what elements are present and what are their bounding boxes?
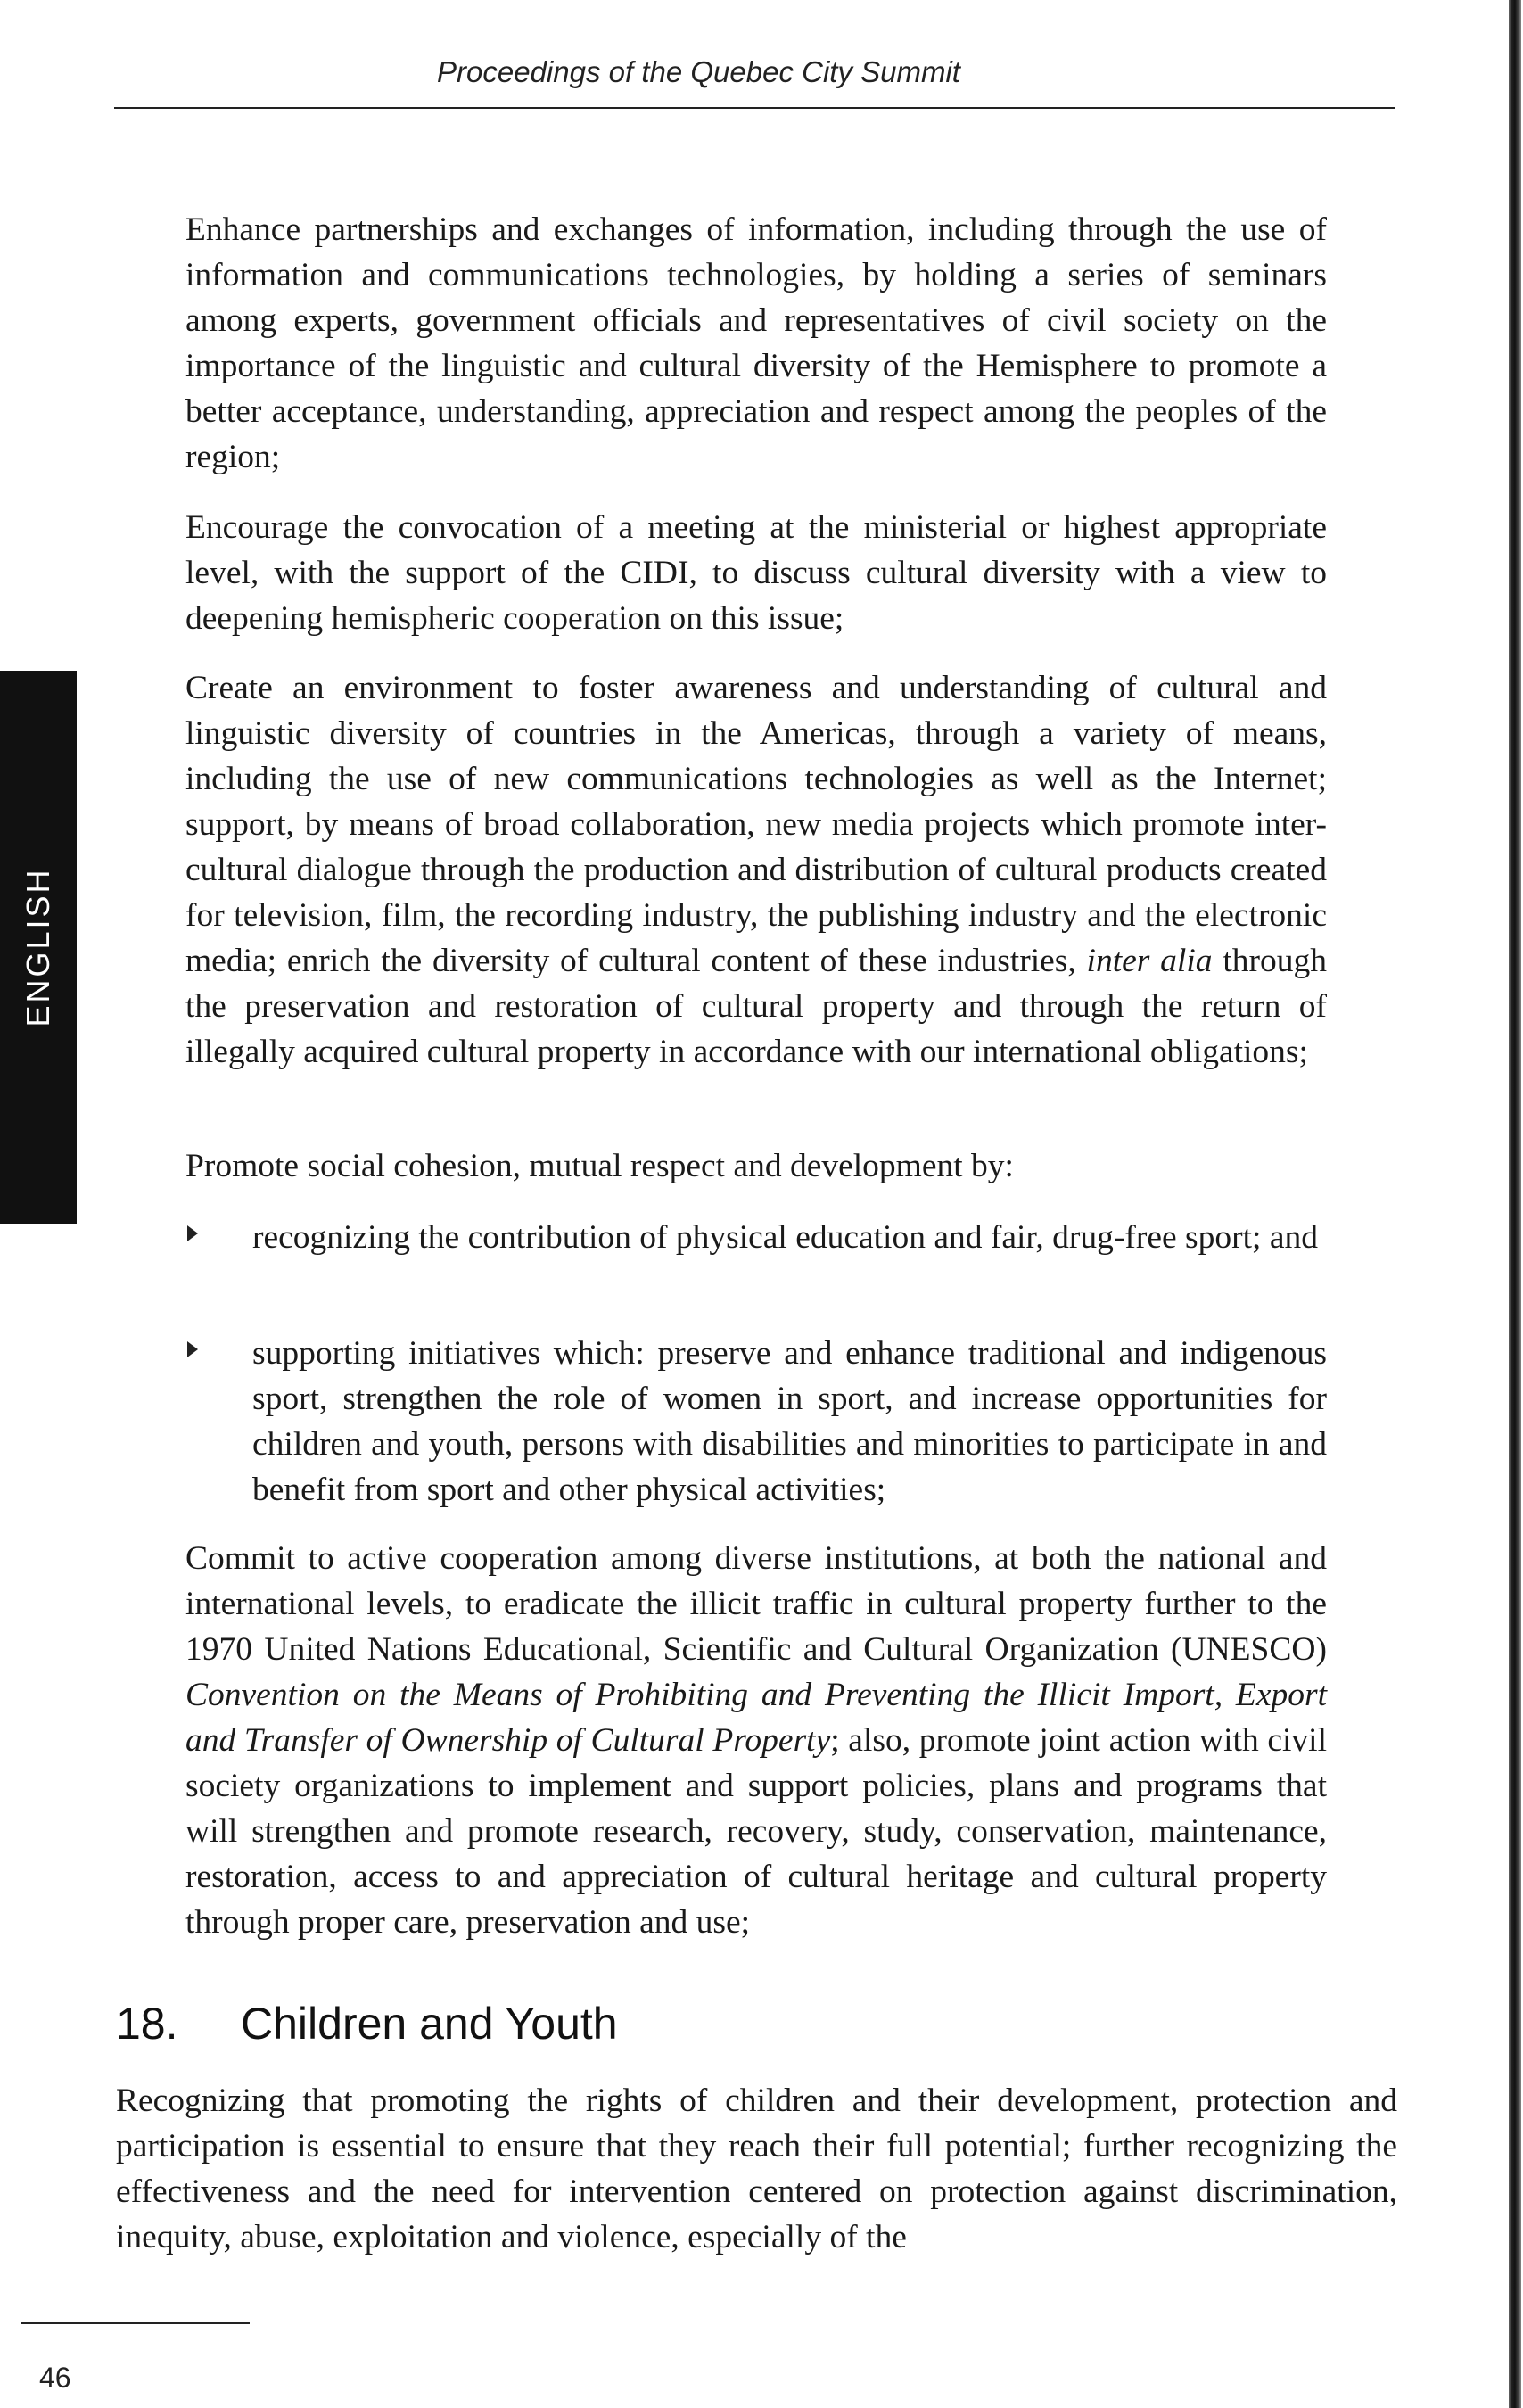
convention-title: Convention on the Means of Prohibiting and Preventing the Illicit Import, Export and Transfer of Ownership of Cultural Property (185, 1677, 1327, 1759)
page-number: 46 (39, 2362, 71, 2394)
paragraph-segment: ; also, promote joint action with civil society organizations to implement and support policies, plans and programs that will strengthen and promote research, recovery, study, conservation, maintenance, restoration, access to and appreciation of cultural heritage and cultural property through proper care, preservation and use; (185, 1722, 1327, 1941)
paragraph-segment: Commit to active cooperation among diverse institutions, at both the national and international levels, to eradicate the illicit traffic in cultural property further to the 1970 United Nations Educational, Scientific and Cultural Organization (UNESCO) (185, 1540, 1327, 1668)
bullet-item (187, 1215, 1327, 1260)
section-title: Children and Youth (241, 1999, 618, 2049)
paragraph-text: Promote social cohesion, mutual respect and development by: (185, 1148, 1014, 1184)
language-tab-label: ENGLISH (20, 867, 56, 1027)
footer-rule (21, 2322, 250, 2324)
header-rule (114, 107, 1395, 109)
paragraph-text: Enhance partnerships and exchanges of information, including through the use of information and communications technologies, by holding a series of seminars among experts, government officials and representatives of civil society on the importance of the linguistic and cultural diversity of the Hemisphere to promote a better acceptance, understanding, appreciation and respect among the peoples of the region; (185, 211, 1327, 475)
paragraph-segment: through the preservation and restoration of cultural property and through the return of illegally acquired cultural property in accordance with our international obligations; (185, 943, 1327, 1070)
running-header: Proceedings of the Quebec City Summit (437, 55, 960, 88)
page-edge-bar (1509, 0, 1521, 2408)
italic-phrase: inter alia (1086, 943, 1213, 979)
paragraph-ministerial-meeting (185, 505, 1327, 641)
paragraph-partnerships (185, 207, 1327, 480)
section-number: 18. (116, 1999, 178, 2049)
language-side-tab (0, 671, 77, 1224)
paragraph-segment: Create an environment to foster awareness and understanding of cultural and linguistic diversity of countries in the Americas, through a variety of means, including the use of new communications technologies as well as the Internet; support, by means of broad collaboration, new media projects which promote inter-cultural dialogue through the production and distribution of cultural products created for television, film, the recording industry, the publishing industry and the electronic media; enrich the diversity of cultural content of these industries, (185, 670, 1327, 979)
paragraph-text (185, 665, 1327, 1075)
section-intro (116, 2078, 1397, 2260)
bullet-item (187, 1331, 1327, 1513)
paragraph-illicit-traffic (185, 1536, 1327, 1945)
paragraph-text (185, 1536, 1327, 1945)
bullet-text: supporting initiatives which: preserve and enhance traditional and indigenous sport, strengthen the role of women in sport, and increase opportunities for children and youth, persons with disabilities and minorities to participate in and benefit from sport and other physical activities; (252, 1335, 1327, 1508)
bullet-text: recognizing the contribution of physical education and fair, drug-free sport; and (252, 1219, 1318, 1256)
paragraph-text: Encourage the convocation of a meeting at the ministerial or highest appropriate level, with the support of the CIDI, to discuss cultural diversity with a view to deepening hemispheric cooperation on this issue; (185, 509, 1327, 637)
paragraph-social-cohesion (185, 1143, 1327, 1189)
section-heading (116, 1998, 1008, 2049)
bullet-arrow-icon (187, 1341, 198, 1357)
bullet-arrow-icon (187, 1225, 198, 1241)
paragraph-cultural-diversity (185, 665, 1327, 1075)
paragraph-text: Recognizing that promoting the rights of children and their development, protection and participation is essential to ensure that they reach their full potential; further recognizing the effectiveness and the need for intervention centered on protection against discrimination, inequity, abuse, exploitation and violence, especially of the (116, 2082, 1397, 2255)
